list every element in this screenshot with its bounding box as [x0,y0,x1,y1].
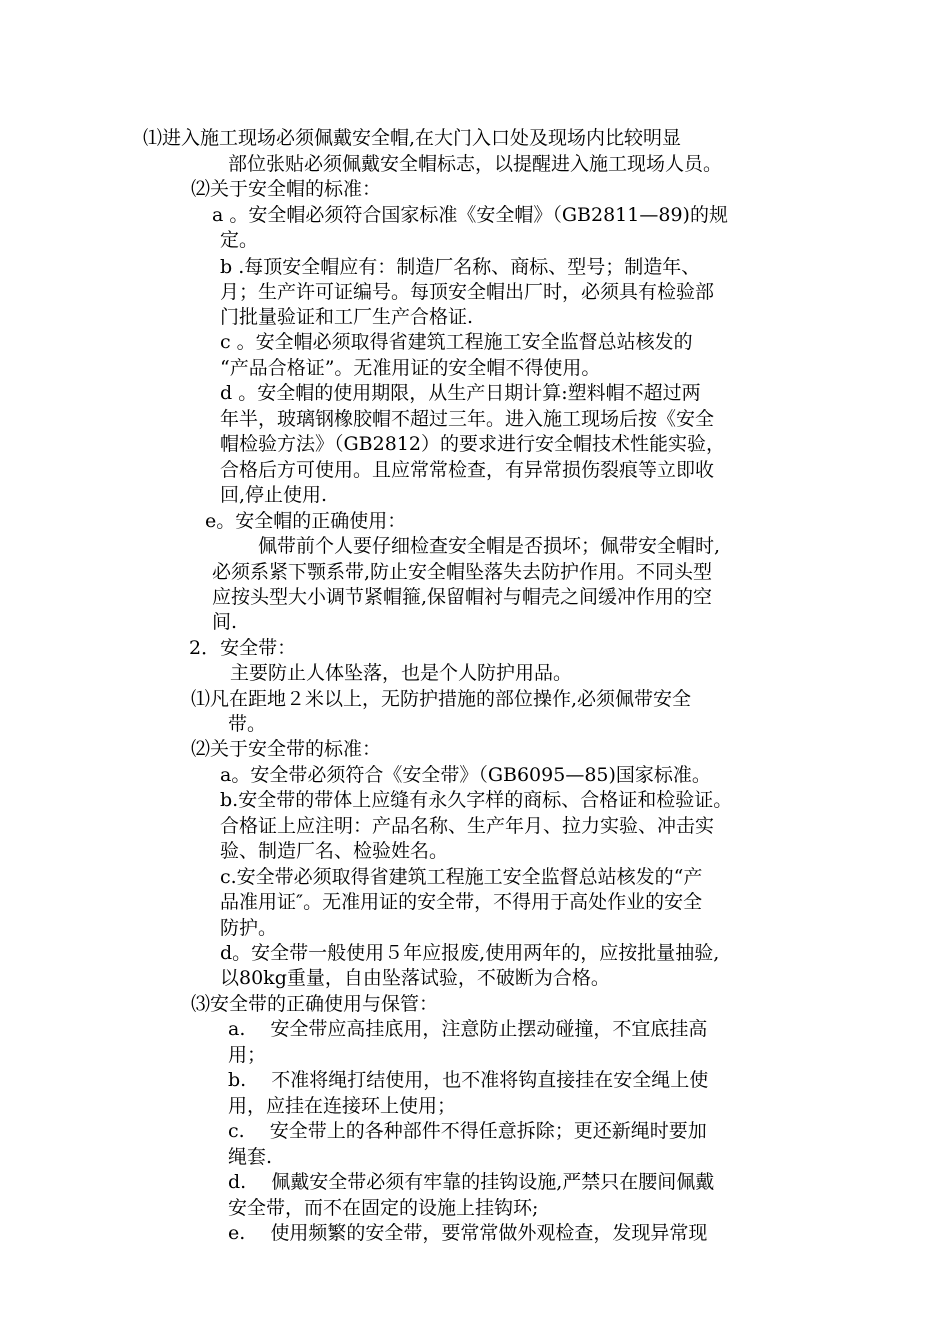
text-line: a。安全带必须符合《安全带》（GB6095—85)国家标准。 [220,764,711,786]
text-line: 用，应挂在连接环上使用； [228,1095,457,1117]
text-line: 用； [228,1044,267,1066]
text-line: 月；生产许可证编号。每顶安全帽出厂时，必须具有检验部 [220,281,715,303]
text-line: c 。安全帽必须取得省建筑工程施工安全监督总站核发的 [220,331,693,353]
text-line: a 。安全帽必须符合国家标准《安全帽》（GB2811—89)的规 [212,204,728,226]
text-line: 安全带，而不在固定的设施上挂钩环; [228,1197,539,1219]
section-heading: ⑶安全带的正确使用与保管： [191,993,439,1015]
text-line: c.安全带必须取得省建筑工程施工安全监督总站核发的“产 [220,866,703,888]
text-line: d 。安全帽的使用期限，从生产日期计算:塑料帽不超过两 [220,382,701,404]
text-line: 绳套. [228,1146,273,1168]
text-line: 部位张贴必须佩戴安全帽标志，以提醒进入施工现场人员。 [228,153,723,175]
text-line: 回,停止使用. [220,484,328,506]
text-line: b. 不准将绳打结使用，也不准将钩直接挂在安全绳上使 [228,1069,709,1091]
text-line: 合格后方可使用。且应常常检查，有异常损伤裂痕等立即收 [220,459,715,481]
text-line: b.安全带的带体上应缝有永久字样的商标、合格证和检验证。 [220,789,733,811]
text-line: b .每顶安全帽应有：制造厂名称、商标、型号；制造年、 [220,256,701,278]
section-heading: 2．安全带： [189,637,297,659]
text-line: 合格证上应注明：产品名称、生产年月、拉力实验、冲击实 [220,815,715,837]
text-line: e. 使用频繁的安全带，要常常做外观检查，发现异常现 [228,1222,708,1244]
text-line: d。安全带一般使用５年应报废,使用两年的，应按批量抽验, [220,942,720,964]
text-line: a. 安全带应高挂底用，注意防止摆动碰撞，不宜底挂高 [228,1018,708,1040]
text-line: 主要防止人体坠落，也是个人防护用品。 [230,662,573,684]
text-line: 应按头型大小调节紧帽箍,保留帽衬与帽壳之间缓冲作用的空 [212,586,713,608]
text-line: 年半，玻璃钢橡胶帽不超过三年。进入施工现场后按《安全 [220,408,715,430]
text-line: 以80kg重量，自由坠落试验，不破断为合格。 [220,967,610,989]
text-line: c. 安全带上的各种部件不得任意拆除；更还新绳时要加 [228,1120,707,1142]
text-line: 间. [212,611,238,633]
text-line: 必须系紧下颚系带,防止安全帽坠落失去防护作用。不同头型 [212,561,713,583]
text-line: 带。 [228,713,267,735]
text-line: 佩带前个人要仔细检查安全帽是否损坏；佩带安全帽时, [258,535,721,557]
text-line: “产品合格证”。无准用证的安全帽不得使用。 [220,357,601,379]
section-heading: e。安全帽的正确使用： [205,510,407,532]
text-line: 防护。 [220,917,278,939]
section-heading: ⑵关于安全带的标准： [191,738,382,760]
text-line: ⑴凡在距地２米以上，无防护措施的部位操作,必须佩带安全 [191,688,692,710]
section-heading: ⑵关于安全帽的标准： [191,178,382,200]
text-line: 帽检验方法》（GB2812）的要求进行安全帽技术性能实验， [220,433,725,455]
text-line: 门批量验证和工厂生产合格证. [220,306,474,328]
text-line: ⑴进入施工现场必须佩戴安全帽,在大门入口处及现场内比较明显 [143,127,682,149]
text-line: d. 佩戴安全带必须有牢靠的挂钩设施,严禁只在腰间佩戴 [228,1171,715,1193]
text-line: 验、制造厂名、检验姓名。 [220,840,449,862]
text-line: 定。 [220,229,259,251]
text-line: 品准用证″。无准用证的安全带，不得用于高处作业的安全 [220,891,703,913]
